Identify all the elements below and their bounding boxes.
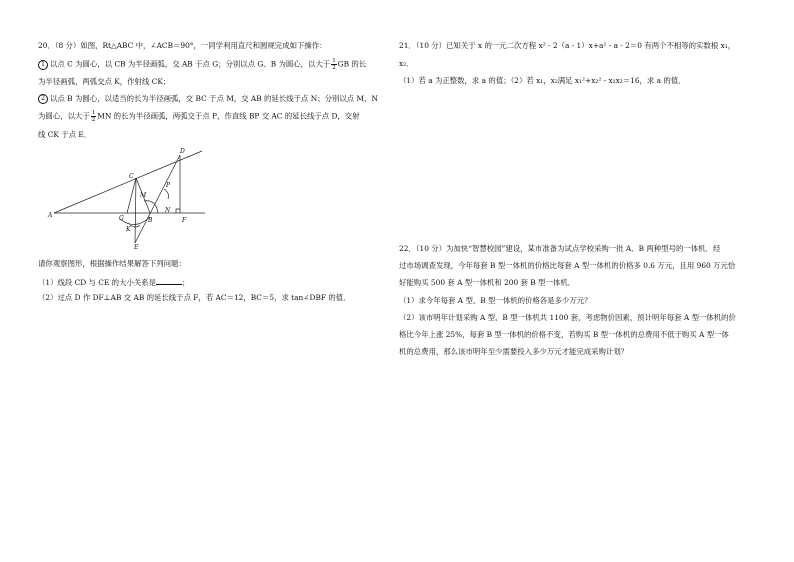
q21-line3: （1）若 a 为正整数，求 a 的值；（2）若 x₁，x₂满足 x₁²+x₂² - x₁x₂＝16，求 a 的值． — [399, 76, 686, 85]
q22-line5: （2）该市明年计划采购 A 型、B 型一体机共 1100 套，考虑物价因素，预计明年每套 A 型一体机的价 — [399, 313, 736, 322]
label-M: M — [140, 192, 147, 199]
fraction-half-1 — [331, 58, 337, 71]
q20-step1-text-a: 以点 C 为圆心，以 CB 为半径画弧，交 AB 于点 G；分别以点 G、B 为圆心，以大于 — [50, 59, 331, 69]
label-B: B — [148, 217, 153, 224]
q22-line4: （1）求今年每套 A 型、B 型一体机的价格各是多少万元？ — [399, 296, 592, 305]
answer-blank — [156, 276, 182, 285]
step1-marker: 1 — [38, 60, 48, 70]
q20-step2-text-a: 以点 B 为圆心，以适当的长为半径画弧，交 BC 于点 M，交 AB 的延长线于点 N；分别以点 M、N — [50, 94, 378, 103]
label-N: N — [165, 207, 171, 214]
fraction-half-2 — [91, 110, 97, 123]
frac-den: 2 — [91, 117, 96, 123]
right-angle-F — [176, 209, 180, 213]
q21-line2: x₂． — [399, 59, 414, 68]
q22-line1: 22．（10 分）为加快“智慧校园”建设，某市准备为试点学校采购一批 A、B 两种型号的一体机．经 — [399, 244, 721, 253]
q20-step1-line2: 为半径画弧，两弧交点 K，作射线 CK； — [38, 77, 171, 86]
ray-CK — [135, 178, 136, 243]
label-K: K — [126, 226, 131, 233]
q20-step1-text-b: GB 的长 — [337, 59, 367, 69]
q20-sub2: （2）过点 D 作 DF⊥AB 交 AB 的延长线于点 F，若 AC＝12，BC＝5，求 tan∠DBF 的值． — [38, 293, 351, 302]
q20-step2-line3: 线 CK 于点 E． — [38, 130, 92, 139]
q20-step2-text-b2: MN 的长为半径画弧，两弧交于点 P，作直线 BP 交 AC 的延长线于点 D，交射 — [97, 111, 360, 121]
q20-line1: 20．（8 分）如图，Rt△ABC 中，∠ACB＝90°，一同学利用直尺和圆规完成如下操作： — [38, 41, 327, 50]
q22-line7: 机的总费用，那么该市明年至少需要投入多少万元才能完成采购计划？ — [399, 347, 629, 356]
label-A: A — [48, 212, 53, 219]
q22-line6: 格比今年上涨 25%，每套 B 型一体机的价格不变，若购买 B 型一体机的总费用不低于购买 A 型一体 — [399, 330, 729, 339]
label-D: D — [180, 148, 185, 155]
frac-num: 1 — [332, 58, 336, 64]
label-C: C — [129, 173, 134, 180]
q22-line3: 好能购买 500 套 A 型一体机和 200 套 B 型一体机． — [399, 278, 576, 287]
line-DE — [135, 155, 180, 243]
frac-den: 2 — [332, 65, 336, 71]
q20-step1 — [38, 58, 366, 71]
label-G: G — [119, 215, 124, 222]
step2-marker: 2 — [38, 94, 48, 104]
label-P: P — [166, 182, 171, 189]
q20-sub1-end: ； — [182, 278, 190, 287]
label-E: E — [134, 244, 139, 250]
q21-line1: 21．（10 分）已知关于 x 的一元二次方程 x² - 2（a - 1）x+a² - a - 2＝0 有两个不相等的实数根 x₁， — [399, 41, 736, 50]
q20-after-figure: 请你观察图形，根据操作结果解答下列问题： — [38, 259, 186, 268]
frac-num: 1 — [91, 110, 96, 116]
q20-sub1 — [38, 276, 189, 289]
q22-line2: 过市场调查发现，今年每套 B 型一体机的价格比每套 A 型一体机的价格多 0.6 万元，且用 960 万元恰 — [399, 261, 736, 270]
q20-step2-text-b1: 为圆心，以大于 — [38, 111, 90, 121]
label-F: F — [182, 217, 187, 224]
q20-step2 — [38, 93, 378, 105]
geometry-figure — [40, 145, 220, 250]
q20-step2-line2 — [38, 110, 360, 123]
segment-CG — [127, 178, 136, 213]
q20-sub1-text: （1）线段 CD 与 CE 的大小关系是 — [38, 278, 157, 287]
arc-P — [164, 189, 169, 199]
